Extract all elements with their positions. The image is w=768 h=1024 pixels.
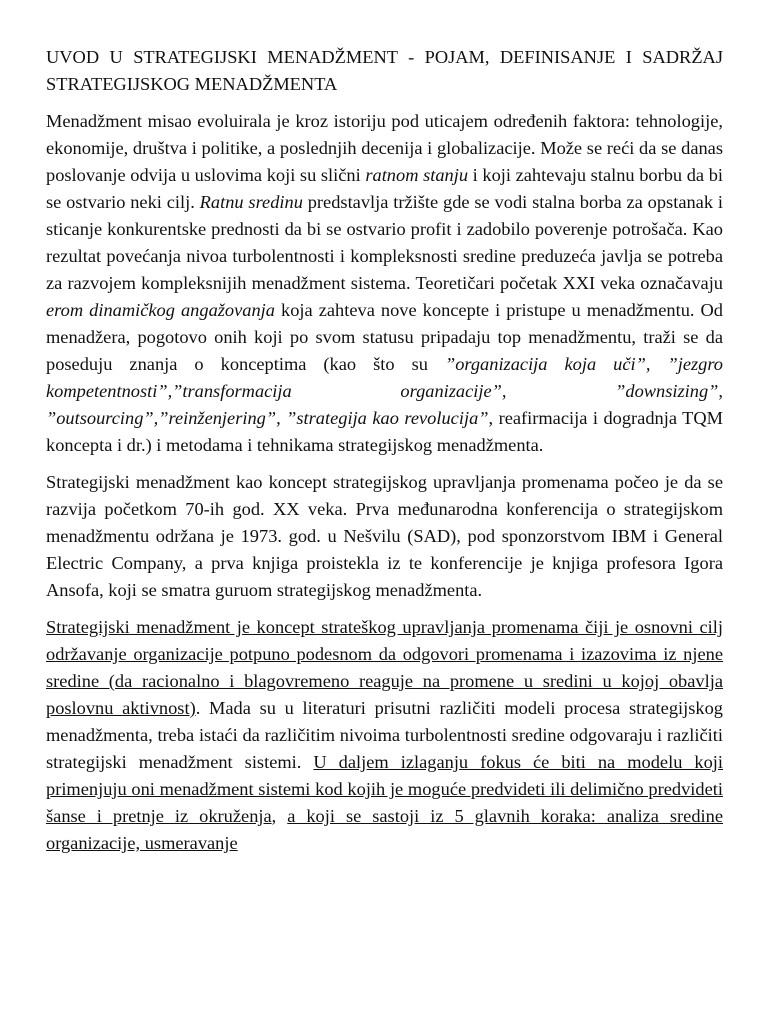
paragraph-3-text-2: , [271,806,288,826]
paragraph-3-text-1: . Mada su u literaturi prisutni različiti modeli procesa strategijskog menadžmenta, treba istaći da različitim nivoima turbolentnosti sredine odgovaraju i različiti strategijski menadžment sistemi. [46,698,723,772]
paragraph-1-text-4: koja zahteva nove koncepte i pristupe u menadžmentu. Od menadžera, pogotovo onih koji po svom statusu pripadaju top menadžmentu, traži se da poseduju znanja o konceptima (kao što su [46,300,723,374]
paragraph-1-text-2: i koji zahtevaju stalnu borbu da bi se ostvario neki cilj. [46,165,723,212]
paragraph-1 [46,108,723,459]
paragraph-1-italic-3: erom dinamičkog angažovanja [46,300,275,320]
paragraph-1-text-3: predstavlja tržište gde se vodi stalna borba za opstanak i sticanje konkurentske prednosti da bi se ostvario profit i zadobilo poverenje potrošača. Kao rezultat povećanja nivoa turbolentnosti i kompleksnosti sredine preduzeća javlja se potreba za razvojem kompleksnijih menadžment sistema. Teoretičari početak XXI veka označavaju [46,192,723,293]
paragraph-3-underlined-2: U daljem izlaganju fokus će biti na modelu koji primenjuju oni menadžment sistemi kod kojih je moguće predvideti ili delimično predvideti šanse i pretnje iz okruženja [46,752,723,826]
paragraph-3-underlined-1: Strategijski menadžment je koncept strateškog upravljanja promenama čiji je osnovni cilj održavanje organizacije potpuno podesnom da odgovori promenama i izazovima iz njene sredine (da racionalno i blagovremeno reaguje na promene u sredini u kojoj obavlja poslovnu aktivnost) [46,617,723,718]
document-page [46,44,723,867]
paragraph-1-text-1: Menadžment misao evoluirala je kroz istoriju pod uticajem određenih faktora: tehnologije, ekonomije, društva i politike, a poslednjih decenija i globalizacije. Može se reći da se danas poslovanje odvija u uslovima koji su slični [46,111,723,185]
paragraph-1-text-5: , reafirmacija i dogradnja TQM koncepta i dr.) i metodama i tehnikama strategijskog menadžmenta. [46,408,723,455]
paragraph-1-italic-2: Ratnu sredinu [199,192,303,212]
paragraph-3 [46,614,723,857]
document-title: UVOD U STRATEGIJSKI MENADŽMENT - POJAM, DEFINISANJE I SADRŽAJ STRATEGIJSKOG MENADŽMENTA [46,47,723,94]
paragraph-1-italic-4: ”organizacija koja uči”, ”jezgro kompetentnosti”,”transformacija organizacije”, ”downsizing”, ”outsourcing”,”reinženjering”, ”strategija kao revolucija” [46,354,724,428]
paragraph-1-italic-1: ratnom stanju [365,165,469,185]
paragraph-3-underlined-3: a koji se sastoji iz 5 glavnih koraka: analiza sredine organizacije, usmeravanje [46,806,723,853]
paragraph-2: Strategijski menadžment kao koncept strategijskog upravljanja promenama počeo je da se razvija početkom 70-ih god. XX veka. Prva međunarodna konferencija o strategijskom menadžmentu održana je 1973. god. u Nešvilu (SAD), pod sponzorstvom IBM i General Electric Company, a prva knjiga proistekla iz te konferencije je knjiga profesora Igora Ansofa, koji se smatra guruom strategijskog menadžmenta. [46,472,723,600]
